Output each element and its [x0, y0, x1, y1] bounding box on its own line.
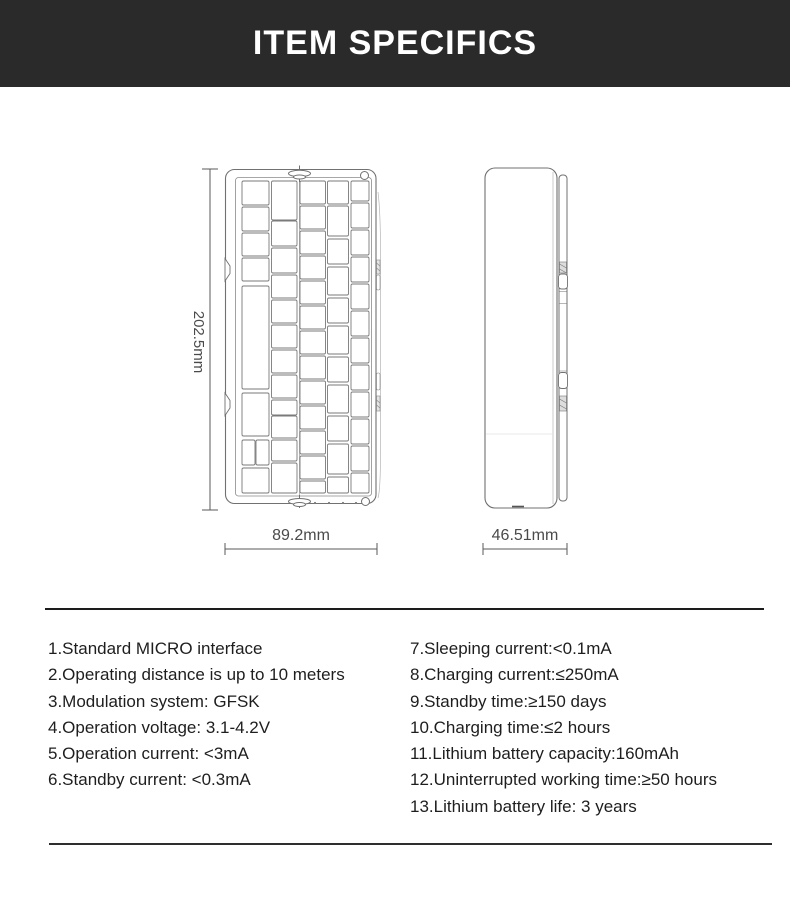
- keyboard-technical-drawing: [0, 87, 790, 607]
- spec-item: 2.Operating distance is up to 10 meters: [48, 665, 345, 685]
- keyboard-front-view: [225, 166, 381, 509]
- spec-list-left: [48, 636, 345, 794]
- keyboard-side-view: [485, 168, 568, 508]
- spec-item: 8.Charging current:≤250mA: [410, 665, 619, 685]
- dimension-label-height: 202.5mm: [190, 310, 207, 374]
- keyboard-diagram: [0, 87, 790, 607]
- spec-item: 13.Lithium battery life: 3 years: [410, 796, 637, 816]
- spec-item: 12.Uninterrupted working time:≥50 hours: [410, 770, 717, 790]
- dimension-label-front-width: 89.2mm: [272, 527, 330, 544]
- page-title: ITEM SPECIFICS: [252, 24, 538, 62]
- spec-item: 4.Operation voltage: 3.1-4.2V: [48, 717, 271, 737]
- divider-bottom: [49, 843, 772, 845]
- spec-item: 3.Modulation system: GFSK: [48, 691, 260, 711]
- header-bar: [0, 0, 790, 87]
- side-latches: [377, 260, 381, 411]
- spec-list-right: [410, 636, 717, 820]
- front-corner-screw: [361, 172, 369, 180]
- spec-item: 9.Standby time:≥150 days: [410, 691, 607, 711]
- divider-top: [45, 608, 764, 610]
- spec-item: 7.Sleeping current:<0.1mA: [410, 639, 612, 658]
- spec-item: 11.Lithium battery capacity:160mAh: [410, 744, 679, 764]
- spec-item: 10.Charging time:≤2 hours: [410, 717, 611, 737]
- dimension-label-side-width: 46.51mm: [491, 527, 559, 544]
- spec-item: 5.Operation current: <3mA: [48, 744, 249, 764]
- spec-item: 6.Standby current: <0.3mA: [48, 770, 251, 790]
- power-button: [362, 498, 370, 506]
- spec-item: 1.Standard MICRO interface: [48, 639, 263, 658]
